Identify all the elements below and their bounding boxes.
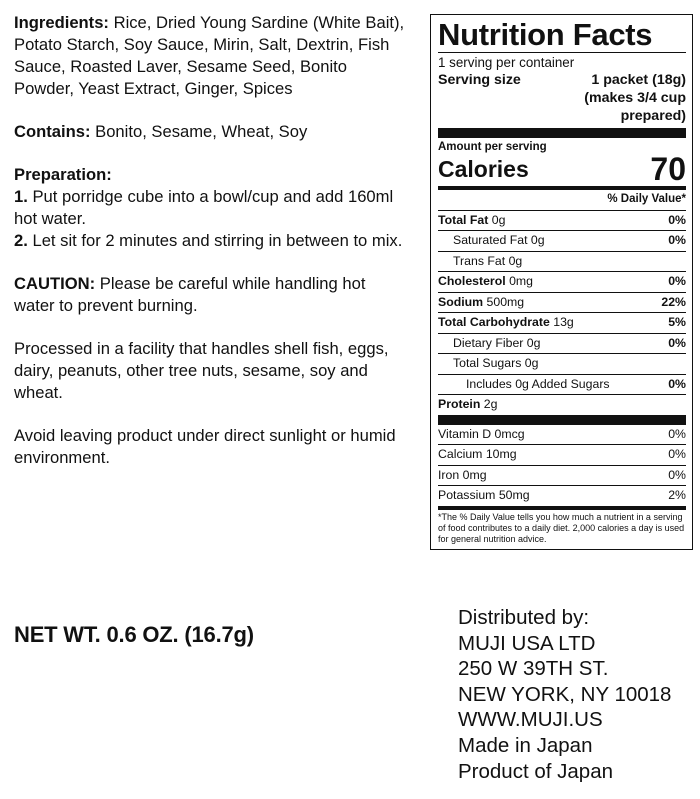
servings-per-container: 1 serving per container bbox=[438, 55, 575, 70]
vitamin-dv: 0% bbox=[668, 426, 686, 441]
nutrient-amount: 0g bbox=[491, 212, 506, 227]
storage-statement: Avoid leaving product under direct sunlight or humid environment. bbox=[14, 426, 396, 467]
nutrient-row-cholesterol bbox=[438, 271, 686, 292]
vitamin-row bbox=[438, 444, 686, 465]
caution-label: CAUTION: bbox=[14, 274, 96, 293]
nutrient-dv: 0% bbox=[668, 335, 686, 350]
vitamin-label: Vitamin D 0mcg bbox=[438, 426, 525, 441]
nutrient-row-dietary-fiber bbox=[438, 333, 686, 354]
caution-text: Please be careful while handling hot water to prevent burning. bbox=[14, 274, 366, 315]
preparation-step2-number: 2. bbox=[14, 231, 28, 250]
nutrient-label: Includes 0g Added Sugars bbox=[466, 376, 610, 391]
distributor-line: Made in Japan bbox=[458, 733, 593, 757]
vitamin-dv: 0% bbox=[668, 467, 686, 482]
daily-value-header: % Daily Value* bbox=[607, 193, 686, 205]
nutrient-dv: 0% bbox=[668, 233, 686, 247]
caution-paragraph bbox=[14, 273, 409, 317]
contains-paragraph bbox=[14, 121, 409, 143]
net-weight: NET WT. 0.6 OZ. (16.7g) bbox=[14, 622, 254, 647]
nutrient-dv: 5% bbox=[668, 315, 686, 329]
calories-value: 70 bbox=[650, 151, 686, 187]
vitamin-row bbox=[438, 425, 686, 445]
preparation-step1-number: 1. bbox=[14, 187, 28, 206]
nutrition-facts-title: Nutrition Facts bbox=[438, 17, 653, 52]
vitamins-section bbox=[438, 425, 686, 506]
nutrient-row-total-fat bbox=[438, 210, 686, 231]
preparation-step1: Put porridge cube into a bowl/cup and add 160ml hot water. bbox=[14, 187, 394, 228]
divider-thick bbox=[438, 415, 686, 425]
vitamin-label: Potassium 50mg bbox=[438, 488, 530, 502]
nutrient-amount: 0mg bbox=[509, 274, 533, 288]
distributor-line: 250 W 39TH ST. bbox=[458, 657, 609, 681]
nutrient-amount: 2g bbox=[483, 397, 498, 411]
nutrient-amount: 500mg bbox=[486, 294, 525, 309]
nutrient-row-total-sugars bbox=[438, 353, 686, 374]
nutrient-row-added-sugars bbox=[438, 374, 686, 395]
ingredients-label: Ingredients: bbox=[14, 13, 109, 32]
contains-label: Contains: bbox=[14, 122, 91, 141]
facility-statement: Processed in a facility that handles shell fish, eggs, dairy, peanuts, other tree nuts, sesame, soy and wheat. bbox=[14, 339, 389, 402]
preparation-paragraph bbox=[14, 164, 409, 252]
ingredients-text: Rice, Dried Young Sardine (White Bait), Potato Starch, Soy Sauce, Mirin, Salt, Dextrin, Fish Sauce, Roasted Laver, Sesame Seed, Bonito Powder, Yeast Extract, Ginger, Spices bbox=[14, 13, 405, 98]
vitamin-label: Iron 0mg bbox=[438, 467, 487, 482]
ingredients-paragraph bbox=[14, 12, 409, 100]
nutrient-label: Total Sugars 0g bbox=[453, 356, 539, 370]
nutrient-row-protein bbox=[438, 394, 686, 415]
nutrient-label: Dietary Fiber 0g bbox=[453, 335, 541, 350]
serving-size-value-line: prepared) bbox=[620, 108, 686, 124]
preparation-label: Preparation: bbox=[14, 165, 112, 184]
vitamin-dv: 0% bbox=[668, 447, 686, 461]
distributor-line: Distributed by: bbox=[458, 606, 590, 629]
distributor-line: MUJI USA LTD bbox=[458, 631, 596, 655]
nutrition-facts-panel bbox=[430, 14, 693, 550]
distributor-block bbox=[458, 605, 671, 784]
nutrient-dv: 22% bbox=[661, 294, 686, 309]
divider-thick bbox=[438, 128, 686, 138]
distributor-line: NEW YORK, NY 10018 bbox=[458, 682, 672, 706]
calories-label: Calories bbox=[438, 156, 529, 182]
contains-text: Bonito, Sesame, Wheat, Soy bbox=[95, 122, 308, 141]
distributor-line: WWW.MUJI.US bbox=[458, 708, 603, 732]
nutrient-row-total-carbohydrate bbox=[438, 312, 686, 333]
nutrient-row-sodium bbox=[438, 292, 686, 313]
daily-value-footnote: *The % Daily Value tells you how much a nutrient in a serving of food contributes to a daily diet. 2,000 calories a day is used for general nutrition advice. bbox=[438, 511, 685, 544]
serving-size-value bbox=[584, 71, 686, 125]
nutrient-amount: 13g bbox=[553, 315, 574, 329]
nutrient-label: Trans Fat 0g bbox=[453, 253, 523, 268]
vitamin-dv: 2% bbox=[668, 488, 686, 502]
distributor-line: Product of Japan bbox=[458, 759, 613, 783]
serving-size-label: Serving size bbox=[438, 72, 521, 88]
serving-size-value-line: (makes 3/4 cup bbox=[584, 90, 686, 106]
nutrient-label: Protein bbox=[438, 397, 481, 411]
calories-row bbox=[438, 151, 686, 187]
vitamin-row bbox=[438, 465, 686, 486]
nutrient-row-saturated-fat bbox=[438, 230, 686, 251]
serving-size-value-line: 1 packet (18g) bbox=[591, 72, 686, 88]
serving-size-row bbox=[438, 71, 686, 128]
vitamin-row bbox=[438, 485, 686, 506]
nutrient-dv: 0% bbox=[668, 376, 686, 391]
nutrient-row-trans-fat bbox=[438, 251, 686, 272]
nutrient-label: Total Carbohydrate bbox=[438, 315, 550, 329]
nutrient-dv: 0% bbox=[668, 274, 686, 288]
preparation-step2: Let sit for 2 minutes and stirring in between to mix. bbox=[32, 231, 403, 250]
nutrient-label: Saturated Fat 0g bbox=[453, 233, 545, 247]
vitamin-label: Calcium 10mg bbox=[438, 447, 517, 461]
nutrient-label: Sodium bbox=[438, 294, 484, 309]
amount-per-serving: Amount per serving bbox=[438, 141, 547, 153]
label-text-column bbox=[14, 12, 409, 490]
nutrient-dv: 0% bbox=[668, 212, 686, 227]
nutrient-label: Total Fat bbox=[438, 212, 489, 227]
nutrient-label: Cholesterol bbox=[438, 274, 506, 288]
